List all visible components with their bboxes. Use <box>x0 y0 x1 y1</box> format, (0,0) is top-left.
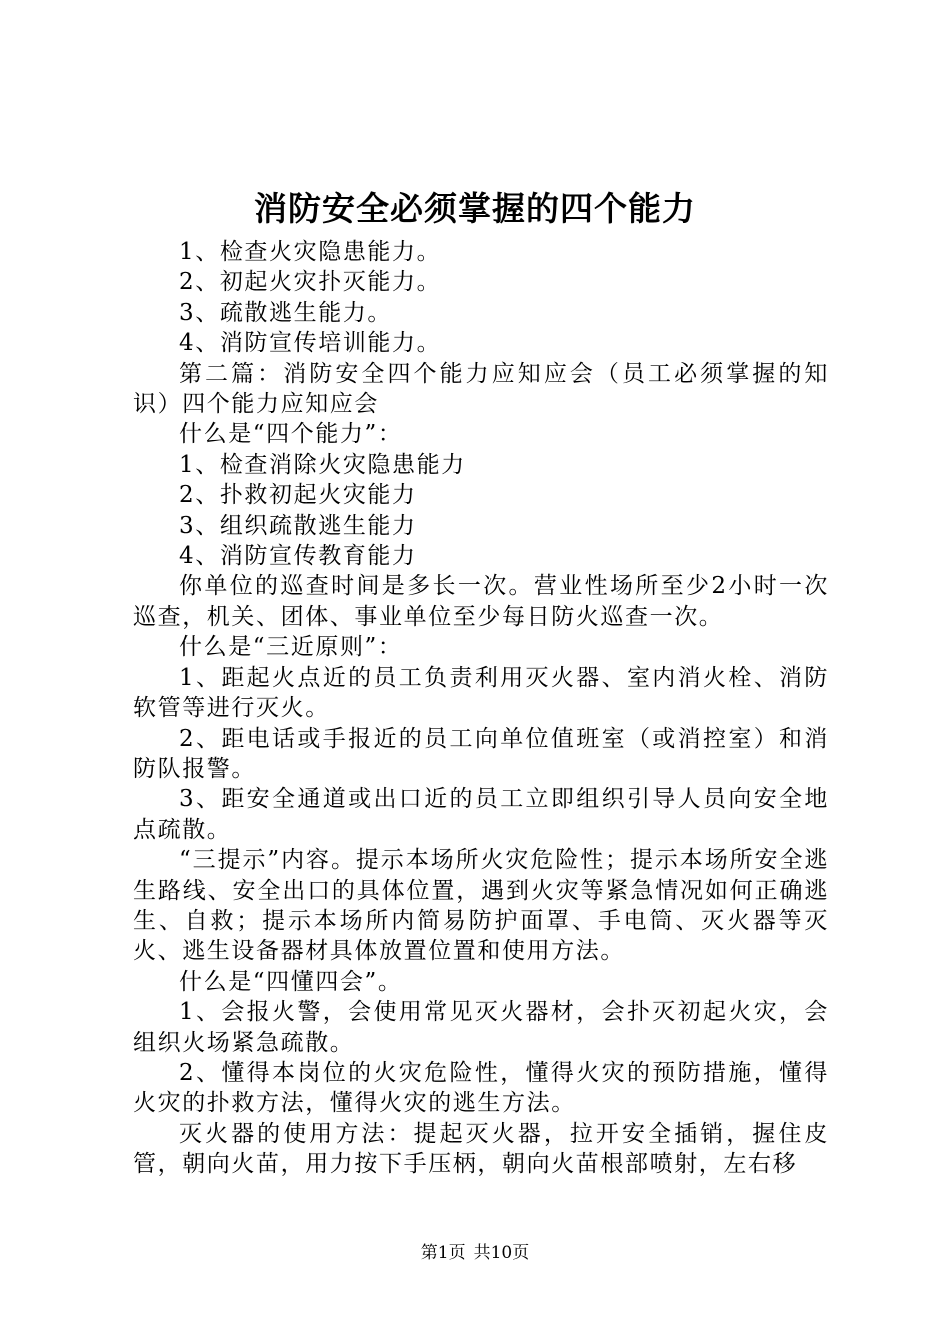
paragraph: 什么是“四个能力”： <box>179 421 403 448</box>
paragraph: 3、组织疏散逃生能力 <box>179 512 417 539</box>
paragraph: 1、检查消除火灾隐患能力 <box>179 451 466 478</box>
paragraph: 灭火器的使用方法：提起灭火器，拉开安全插销，握住皮管，朝向火苗，用力按下手压柄，朝向火苗根部喷射，左右移 <box>133 1120 829 1178</box>
paragraph: 你单位的巡查时间是多长一次。营业性场所至少2小时一次巡查，机关、团体、事业单位至少每日防火巡查一次。 <box>133 573 829 630</box>
paragraph: 1、距起火点近的员工负责利用灭火器、室内消火栓、消防软管等进行灭火。 <box>133 664 829 722</box>
page-total: 共10页 <box>473 1243 530 1263</box>
paragraph: 1、会报火警，会使用常见灭火器材，会扑灭初起火灾，会组织火场紧急疏散。 <box>133 999 829 1056</box>
paragraph: 什么是“四懂四会”。 <box>179 968 403 995</box>
document-body <box>133 237 829 1180</box>
page-number: 第1页 <box>420 1243 466 1263</box>
paragraph: “三提示”内容。提示本场所火灾危险性；提示本场所安全逃生路线、安全出口的具体位置，遇到火灾等紧急情况如何正确逃生、自救；提示本场所内简易防护面罩、手电筒、灭火器等灭火、逃生设备器材具体放置位置和使用方法。 <box>133 847 829 965</box>
paragraph: 2、懂得本岗位的火灾危险性，懂得火灾的预防措施，懂得火灾的扑救方法，懂得火灾的逃生方法。 <box>133 1059 829 1117</box>
page-footer <box>0 1241 950 1265</box>
paragraph: 2、扑救初起火灾能力 <box>179 482 417 509</box>
paragraph: 4、消防宣传教育能力 <box>179 543 417 570</box>
document-title: 消防安全必须掌握的四个能力 <box>254 189 696 228</box>
paragraph: 3、疏散逃生能力。 <box>179 299 393 326</box>
paragraph: 什么是“三近原则”： <box>179 634 403 661</box>
paragraph: 1、检查火灾隐患能力。 <box>179 239 442 265</box>
paragraph: 2、距电话或手报近的员工向单位值班室（或消控室）和消防队报警。 <box>133 725 829 782</box>
paragraph: 3、距安全通道或出口近的员工立即组织引导人员向安全地点疏散。 <box>133 786 829 843</box>
paragraph: 第二篇：消防安全四个能力应知应会（员工必须掌握的知识）四个能力应知应会 <box>133 360 829 418</box>
paragraph: 2、初起火灾扑灭能力。 <box>179 269 442 296</box>
paragraph: 4、消防宣传培训能力。 <box>179 330 442 357</box>
